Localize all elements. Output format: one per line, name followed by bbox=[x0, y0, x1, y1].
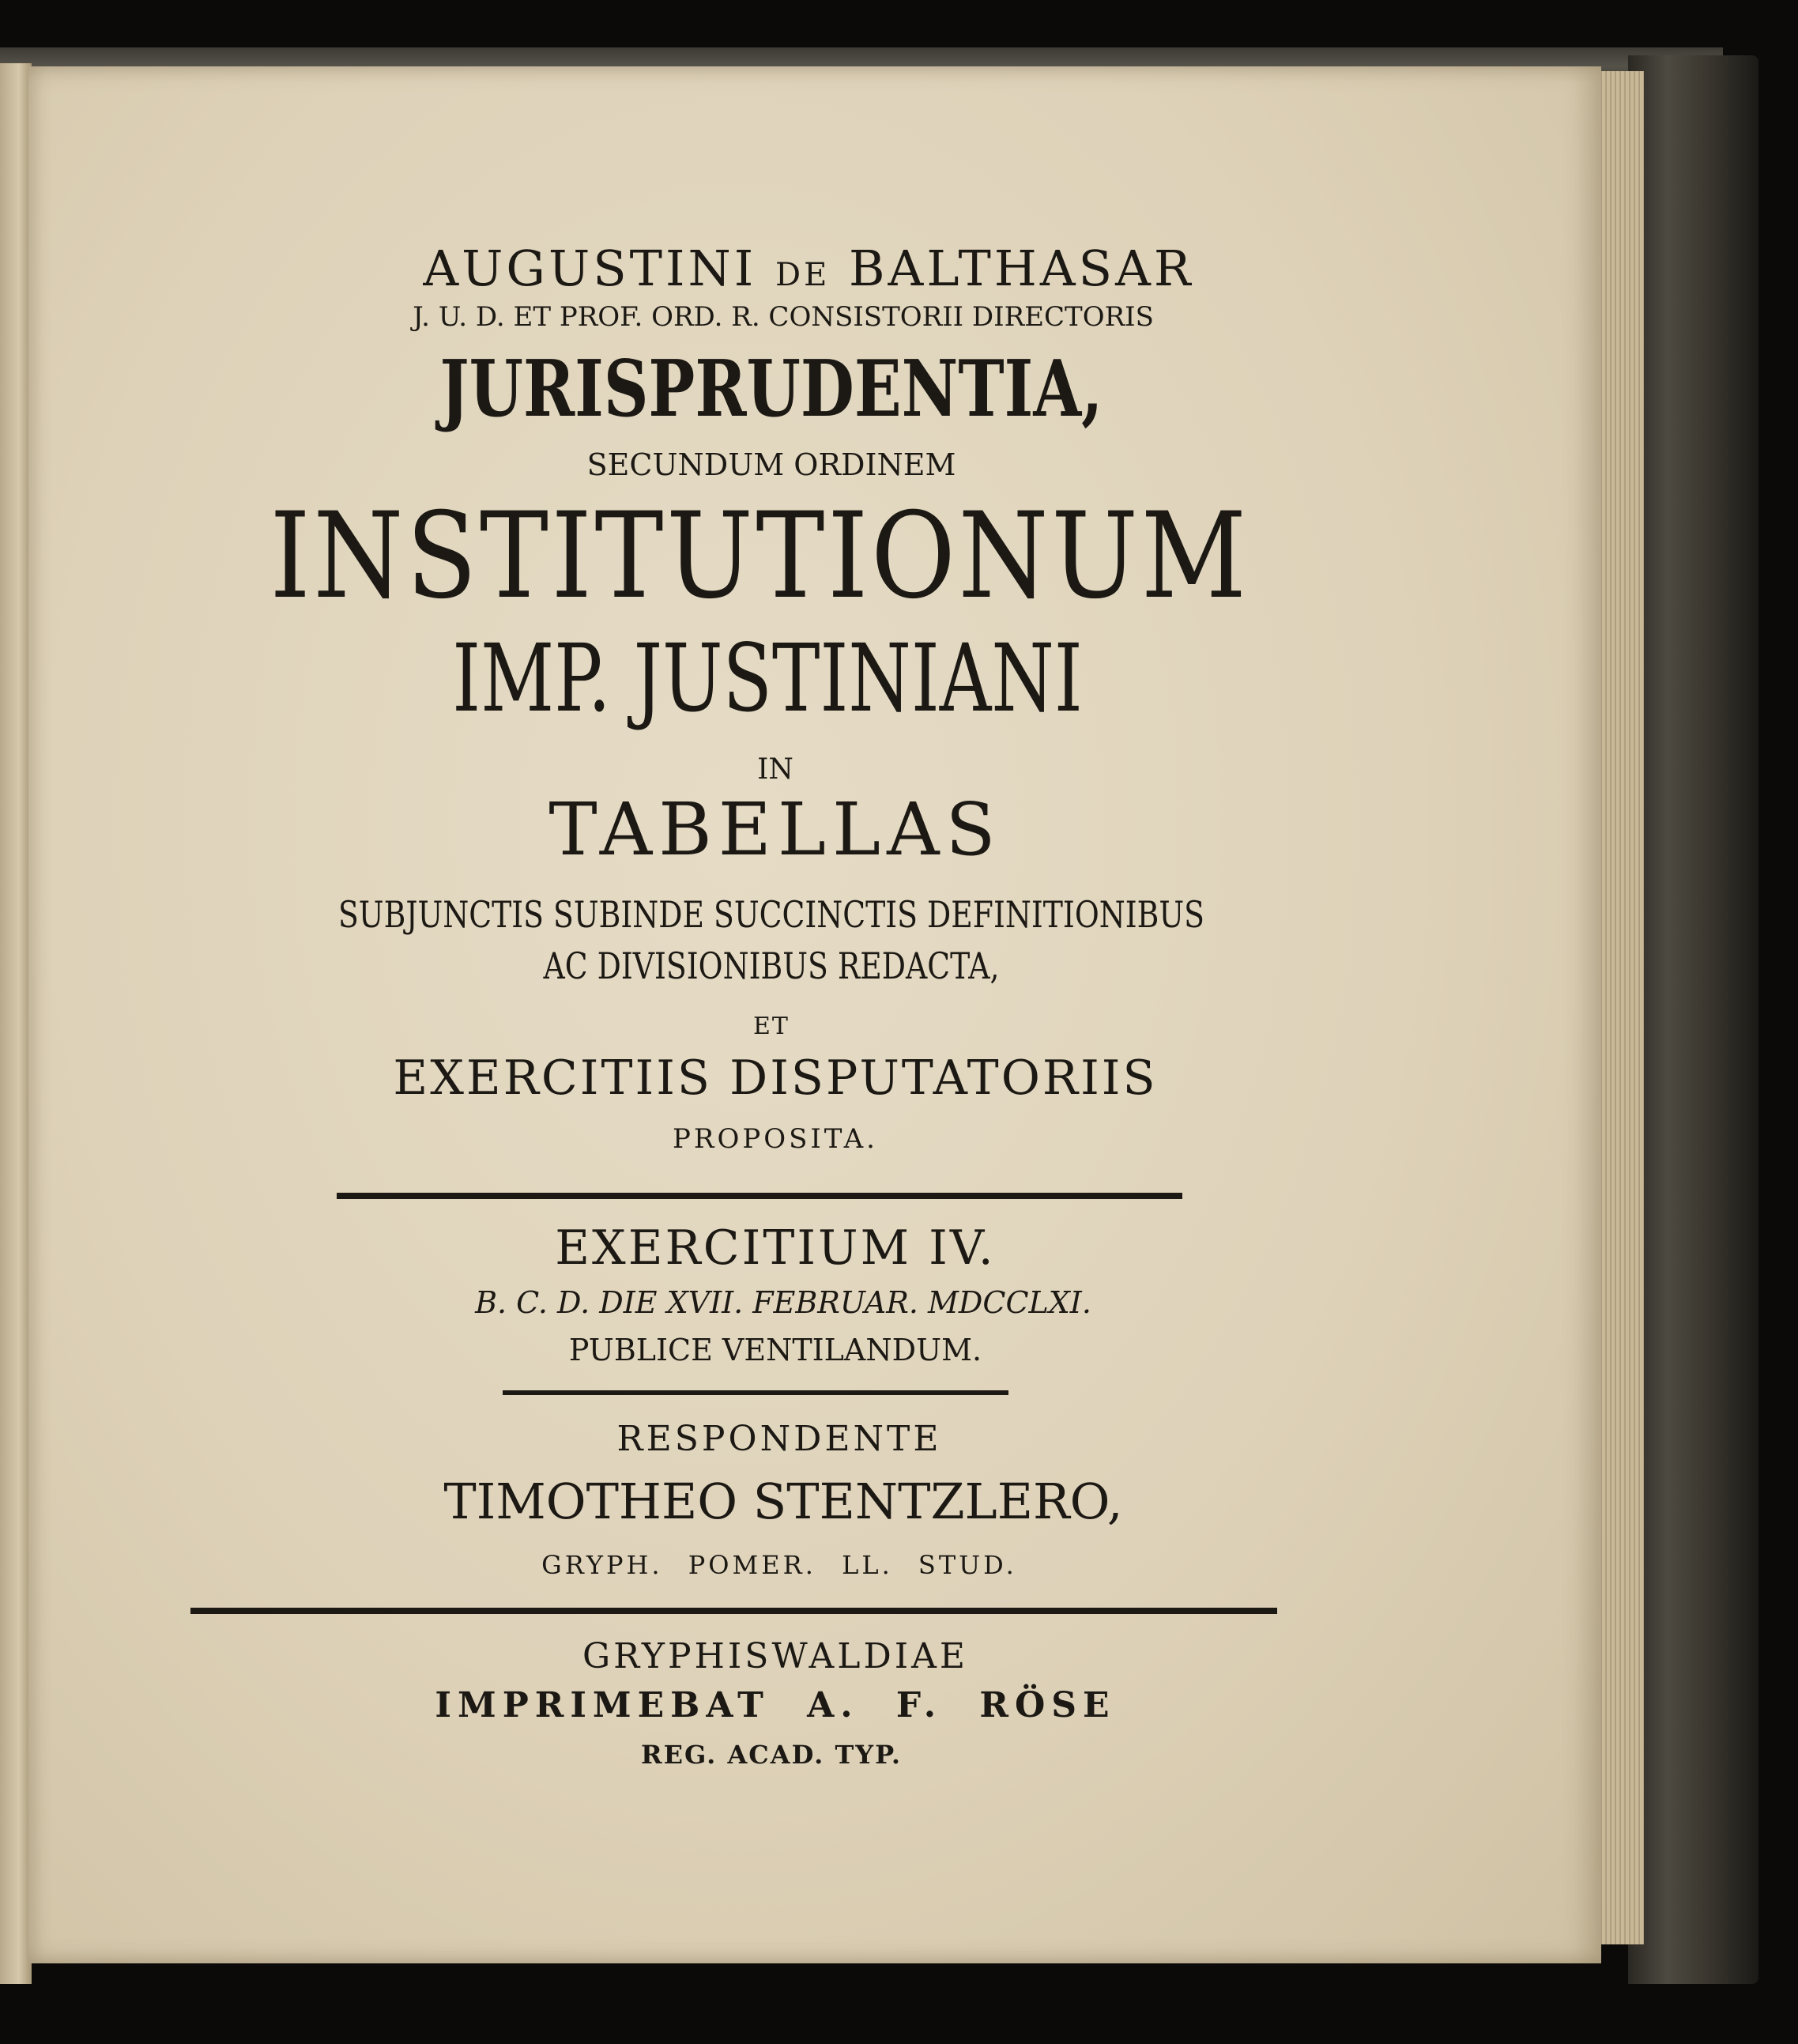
order-line: SECUNDUM ORDINEM bbox=[586, 447, 956, 482]
date-line: B. C. D. DIE XVII. FEBRUAR. MDCCLXI. bbox=[475, 1285, 1091, 1320]
author-last-name: BALTHASAR bbox=[849, 239, 1194, 297]
in-word: IN bbox=[757, 753, 793, 786]
author-line bbox=[22, 239, 1595, 297]
proposita-line: PROPOSITA. bbox=[672, 1123, 878, 1155]
exercises-heading: EXERCITIIS DISPUTATORIIS bbox=[393, 1050, 1158, 1106]
tabellas-heading: TABELLAS bbox=[548, 787, 1002, 872]
ventilandum-line: PUBLICE VENTILANDUM. bbox=[568, 1333, 982, 1367]
printer-line: IMPRIMEBAT A. F. RÖSE bbox=[435, 1685, 1116, 1725]
divider-rule-3 bbox=[190, 1608, 1277, 1614]
book-cover-spine-edge bbox=[1628, 55, 1758, 1984]
respondent-details: GRYPH. POMER. LL. STUD. bbox=[541, 1550, 1017, 1580]
subject-heading: JURISPRUDENTIA, bbox=[439, 344, 1103, 435]
author-particle: DE bbox=[775, 257, 831, 293]
place-line: GRYPHISWALDIAE bbox=[582, 1636, 969, 1676]
work-title-line-1: INSTITUTIONUM bbox=[270, 488, 1250, 625]
respondente-line: RESPONDENTE bbox=[616, 1419, 942, 1459]
title-page bbox=[28, 66, 1601, 1963]
divider-rule-1 bbox=[337, 1193, 1182, 1199]
subtitle-line-2: AC DIVISIONIBUS REDACTA, bbox=[543, 945, 1000, 987]
author-first-name: AUGUSTINI bbox=[423, 239, 757, 297]
author-titles: J. U. D. ET PROF. ORD. R. CONSISTORII DIRECTORIS bbox=[413, 301, 1154, 333]
printer-title-line: REG. ACAD. TYP. bbox=[640, 1740, 903, 1770]
respondent-name: TIMOTHEO STENTZLERO, bbox=[443, 1473, 1123, 1530]
subtitle-line-1: SUBJUNCTIS SUBINDE SUCCINCTIS DEFINITIONIBUS bbox=[337, 893, 1205, 936]
work-title-line-2: IMP. JUSTINIANI bbox=[452, 624, 1083, 733]
divider-rule-2 bbox=[503, 1390, 1008, 1395]
et-word: ET bbox=[753, 1013, 790, 1040]
exercitium-heading: EXERCITIUM IV. bbox=[555, 1220, 996, 1276]
